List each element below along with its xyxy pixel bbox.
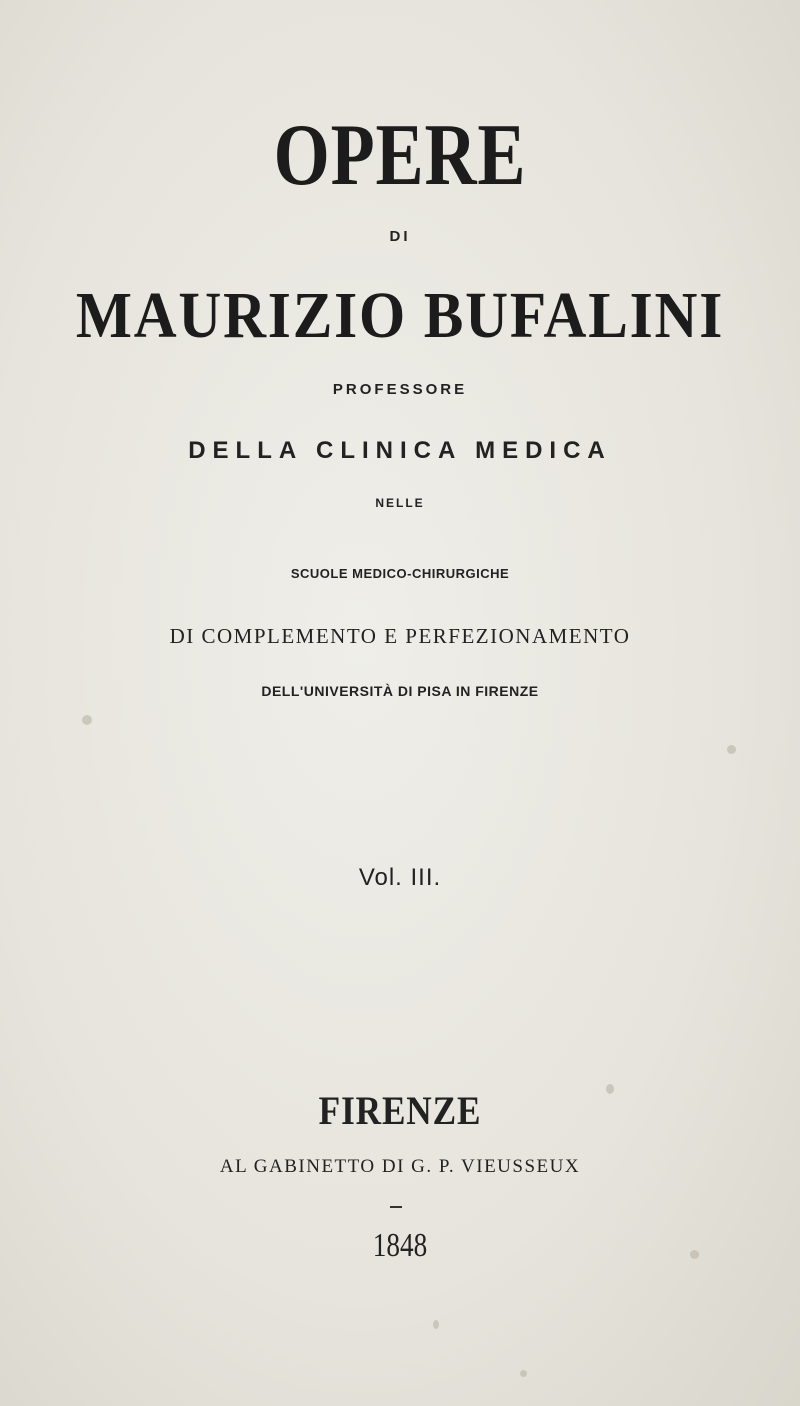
foxing-spot xyxy=(433,1320,439,1329)
nelle-line: NELLE xyxy=(375,496,425,510)
imprint-publisher: AL GABINETTO DI G. P. VIEUSSEUX xyxy=(219,1156,581,1177)
volume-number: Vol. III. xyxy=(358,864,442,891)
foxing-spot xyxy=(520,1370,527,1377)
subject-line: DELLA CLINICA MEDICA xyxy=(188,437,612,464)
schools-line: SCUOLE MEDICO-CHIRURGICHE xyxy=(290,566,510,581)
foxing-spot xyxy=(727,745,736,754)
preposition-di: DI xyxy=(389,228,411,245)
foxing-spot xyxy=(82,715,92,725)
imprint-year: 1848 xyxy=(372,1227,428,1264)
institution-line: DI COMPLEMENTO E PERFEZIONAMENTO xyxy=(169,624,631,648)
university-line: DELL'UNIVERSITÀ DI PISA IN FIRENZE xyxy=(261,683,539,699)
book-title: OPERE xyxy=(273,107,527,204)
author-role: PROFESSORE xyxy=(332,381,468,398)
imprint-city: FIRENZE xyxy=(318,1088,482,1133)
divider-dash xyxy=(390,1206,402,1208)
author-name: MAURIZIO BUFALINI xyxy=(75,279,725,352)
